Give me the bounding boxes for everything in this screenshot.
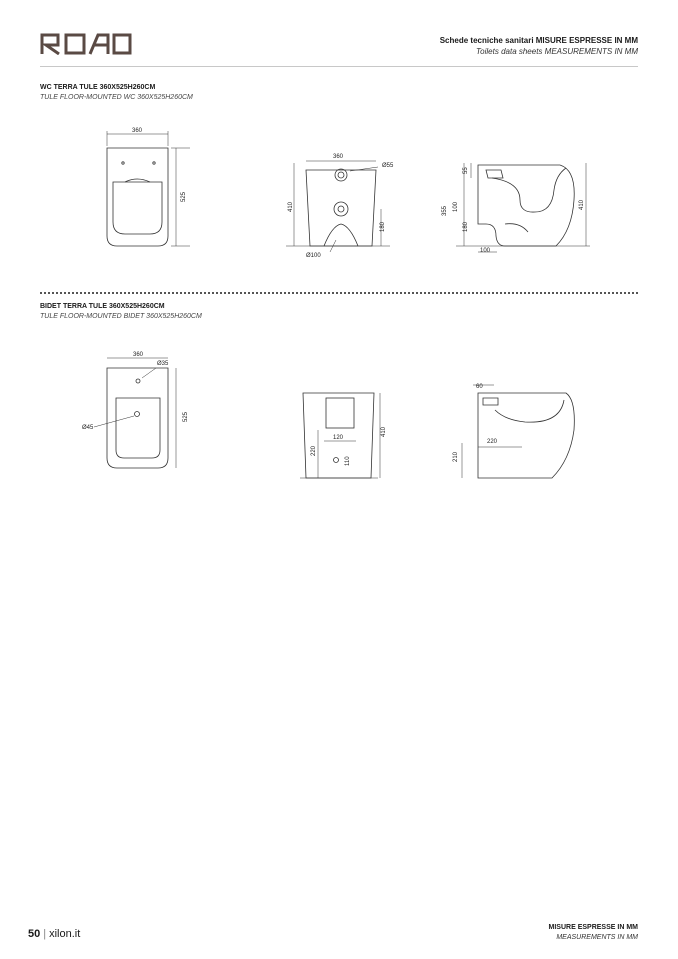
- wc-side-bottom: 100: [480, 248, 491, 254]
- wc-side-410: 410: [579, 199, 585, 210]
- bidet-side-210: 210: [453, 451, 459, 462]
- bidet-back-110: 110: [345, 456, 351, 466]
- wc-top-width: 360: [132, 128, 143, 134]
- header-subtitle: Toilets data sheets MEASUREMENTS IN MM: [476, 47, 638, 56]
- wc-top-view: [107, 131, 190, 246]
- wc-top-depth: 525: [181, 191, 187, 202]
- wc-back-view: [286, 161, 390, 252]
- page-footer-right: [549, 923, 638, 943]
- wc-back-outlet-d: Ø100: [306, 253, 321, 259]
- bidet-subtitle: TULE FLOOR-MOUNTED BIDET 360X525H260CM: [40, 313, 202, 320]
- bidet-back-120: 120: [333, 435, 344, 441]
- bidet-side-60: 60: [476, 384, 483, 390]
- wc-back-width: 360: [333, 154, 344, 160]
- wc-side-100: 100: [453, 201, 459, 212]
- bidet-top-depth: 525: [183, 411, 189, 422]
- footer-site-link[interactable]: xilon.it: [49, 928, 81, 940]
- section-divider: [40, 292, 638, 294]
- wc-title: WC TERRA TULE 360X525H260CM: [40, 84, 156, 91]
- bidet-top-width: 360: [133, 352, 144, 358]
- wc-side-180: 180: [463, 221, 469, 232]
- bidet-back-220: 220: [311, 445, 317, 456]
- bidet-top-drain: Ø45: [82, 425, 94, 431]
- header-title: Schede tecniche sanitari MISURE ESPRESSE IN MM: [439, 36, 638, 45]
- footer-separator: |: [43, 928, 47, 940]
- footer-subtitle: MEASUREMENTS IN MM: [556, 934, 638, 941]
- bidet-top-tap: Ø35: [157, 361, 169, 367]
- bidet-section-heading: [40, 302, 202, 322]
- wc-side-view: [456, 163, 590, 252]
- bidet-back-410: 410: [381, 426, 387, 437]
- footer-title: MISURE ESPRESSE IN MM: [548, 924, 638, 931]
- wc-side-top: 55: [463, 167, 469, 174]
- bidet-side-220: 220: [487, 439, 498, 445]
- wc-subtitle: TULE FLOOR-MOUNTED WC 360X525H260CM: [40, 94, 193, 101]
- bidet-top-view: [94, 358, 176, 468]
- bidet-title: BIDET TERRA TULE 360X525H260CM: [40, 303, 165, 310]
- page-number: 50: [28, 928, 41, 940]
- wc-back-hole: Ø55: [382, 163, 394, 169]
- page-footer-left: [28, 928, 80, 940]
- wc-side-355: 355: [442, 205, 448, 216]
- wc-back-outlet-h: 180: [380, 221, 386, 232]
- bidet-side-view: [462, 385, 574, 478]
- wc-back-height: 410: [288, 201, 294, 212]
